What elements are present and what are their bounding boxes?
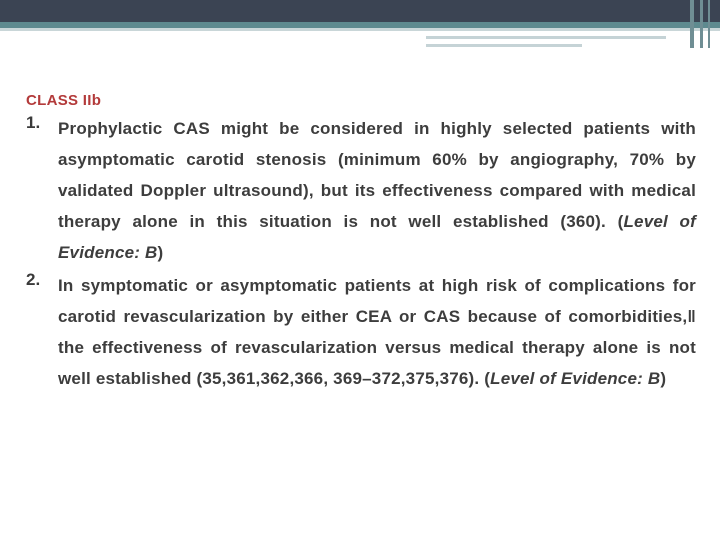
slide-content: [24, 92, 696, 394]
recommendation-number: 1.: [26, 113, 41, 132]
top-decorative-bar: [0, 0, 720, 22]
recommendation-tail: ): [157, 243, 164, 262]
decorative-line: [426, 44, 582, 47]
decorative-line: [426, 36, 666, 39]
decorative-bar: [700, 0, 703, 48]
recommendation-text: [58, 113, 696, 268]
recommendation-item: [24, 270, 696, 394]
class-heading: CLASS IIb: [26, 92, 102, 109]
decorative-bar: [708, 0, 710, 48]
recommendation-body: In symptomatic or asymptomatic patients at high risk of complications for carotid revascularization by either CEA or CAS because of comorbidities,‖ the effectiveness of revascularization versus medical therapy alone is not well established (35,361,362,366, 369–372,375,376). (: [58, 276, 696, 388]
recommendation-list: [24, 113, 696, 394]
evidence-level: Level of Evidence: B: [490, 369, 661, 388]
recommendation-number: 2.: [26, 270, 41, 289]
recommendation-item: [24, 113, 696, 268]
recommendation-tail: ): [660, 369, 667, 388]
recommendation-text: [58, 270, 696, 394]
decorative-bar: [690, 0, 694, 48]
recommendation-body: Prophylactic CAS might be considered in highly selected patients with asymptomatic carotid stenosis (minimum 60% by angiography, 70% by validated Doppler ultrasound), but its effectiveness compared with medical therapy alone in this situation is not well established (360). (: [58, 119, 696, 231]
evidence-level: Level of Evidence: B: [58, 212, 697, 262]
accent-stripe-light: [0, 28, 720, 31]
